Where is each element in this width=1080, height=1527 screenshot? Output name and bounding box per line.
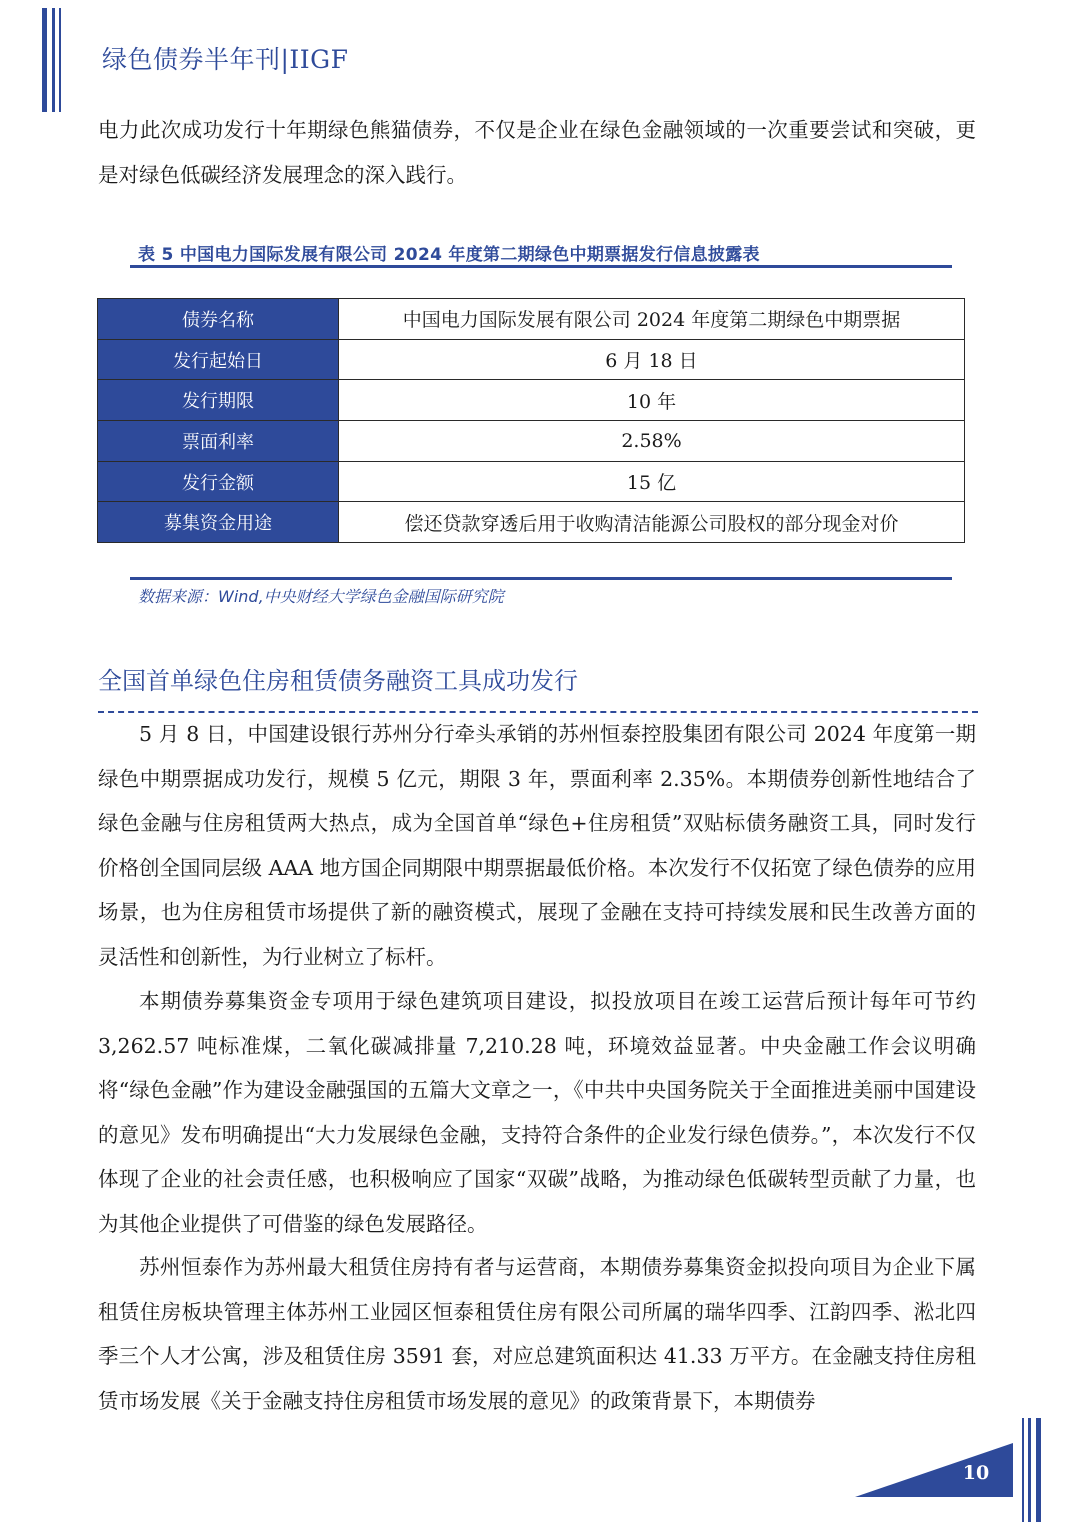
intro-paragraph: 电力此次成功发行十年期绿色熊猫债券，不仅是企业在绿色金融领域的一次重要尝试和突破，更是对绿色低碳经济发展理念的深入践行。: [98, 118, 976, 187]
header-decoration-bars: [42, 8, 66, 112]
row-value: 2.58%: [339, 421, 965, 462]
bond-info-table: [97, 298, 965, 543]
row-label: 募集资金用途: [98, 502, 339, 543]
publication-title: 绿色债券半年刊|IIGF: [102, 45, 349, 74]
caption-underline: [130, 265, 952, 268]
table-row: [98, 380, 965, 421]
row-label: 发行起始日: [98, 339, 339, 380]
body-paragraph: 本期债券募集资金专项用于绿色建筑项目建设，拟投放项目在竣工运营后预计每年可节约 3,262.57 吨标准煤，二氧化碳减排量 7,210.28 吨，环境效益显著。中央金融工作会议明确将“绿色金融”作为建设金融强国的五篇大文章之一，《中共中央国务院关于全面推进美丽中国建设的意见》发布明确提出“大力发展绿色金融，支持符合条件的企业发行绿色债券。”，本次发行不仅体现了企业的社会责任感，也积极响应了国家“双碳”战略，为推动绿色低碳转型贡献了力量，也为其他企业提供了可借鉴的绿色发展路径。: [98, 989, 976, 1236]
row-label: 发行期限: [98, 380, 339, 421]
row-value: 中国电力国际发展有限公司 2024 年度第二期绿色中期票据: [339, 299, 965, 340]
row-value: 10 年: [339, 380, 965, 421]
section-heading: 全国首单绿色住房租赁债务融资工具成功发行: [98, 667, 578, 695]
source-overline: [130, 577, 952, 580]
data-source-note: 数据来源：Wind,中央财经大学绿色金融国际研究院: [138, 587, 504, 606]
table-row: [98, 502, 965, 543]
row-label: 债券名称: [98, 299, 339, 340]
footer-decoration-bars: [1022, 1418, 1046, 1522]
table-row: [98, 461, 965, 502]
row-value: 15 亿: [339, 461, 965, 502]
row-value: 偿还贷款穿透后用于收购清洁能源公司股权的部分现金对价: [339, 502, 965, 543]
row-value: 6 月 18 日: [339, 339, 965, 380]
row-label: 票面利率: [98, 421, 339, 462]
table-caption: 表 5 中国电力国际发展有限公司 2024 年度第二期绿色中期票据发行信息披露表: [138, 245, 760, 265]
table-row: [98, 421, 965, 462]
body-paragraph: 苏州恒泰作为苏州最大租赁住房持有者与运营商，本期债券募集资金拟投向项目为企业下属租赁住房板块管理主体苏州工业园区恒泰租赁住房有限公司所属的瑞华四季、江韵四季、淞北四季三个人才公寓，涉及租赁住房 3591 套，对应总建筑面积达 41.33 万平方。在金融支持住房租赁市场发展《关于金融支持住房租赁市场发展的意见》的政策背景下，本期债券: [98, 1255, 976, 1413]
body-paragraph: 5 月 8 日，中国建设银行苏州分行牵头承销的苏州恒泰控股集团有限公司 2024 年度第一期绿色中期票据成功发行，规模 5 亿元，期限 3 年，票面利率 2.35%。本期债券创新性地结合了绿色金融与住房租赁两大热点，成为全国首单“绿色+住房租赁”双贴标债务融资工具，同时发行价格创全国同层级 AAA 地方国企同期限中期票据最低价格。本次发行不仅拓宽了绿色债券的应用场景，也为住房租赁市场提供了新的融资模式，展现了金融在支持可持续发展和民生改善方面的灵活性和创新性，为行业树立了标杆。: [98, 722, 976, 969]
table-row: [98, 339, 965, 380]
row-label: 发行金额: [98, 461, 339, 502]
page-number: 10: [962, 1462, 990, 1484]
table-row: [98, 299, 965, 340]
